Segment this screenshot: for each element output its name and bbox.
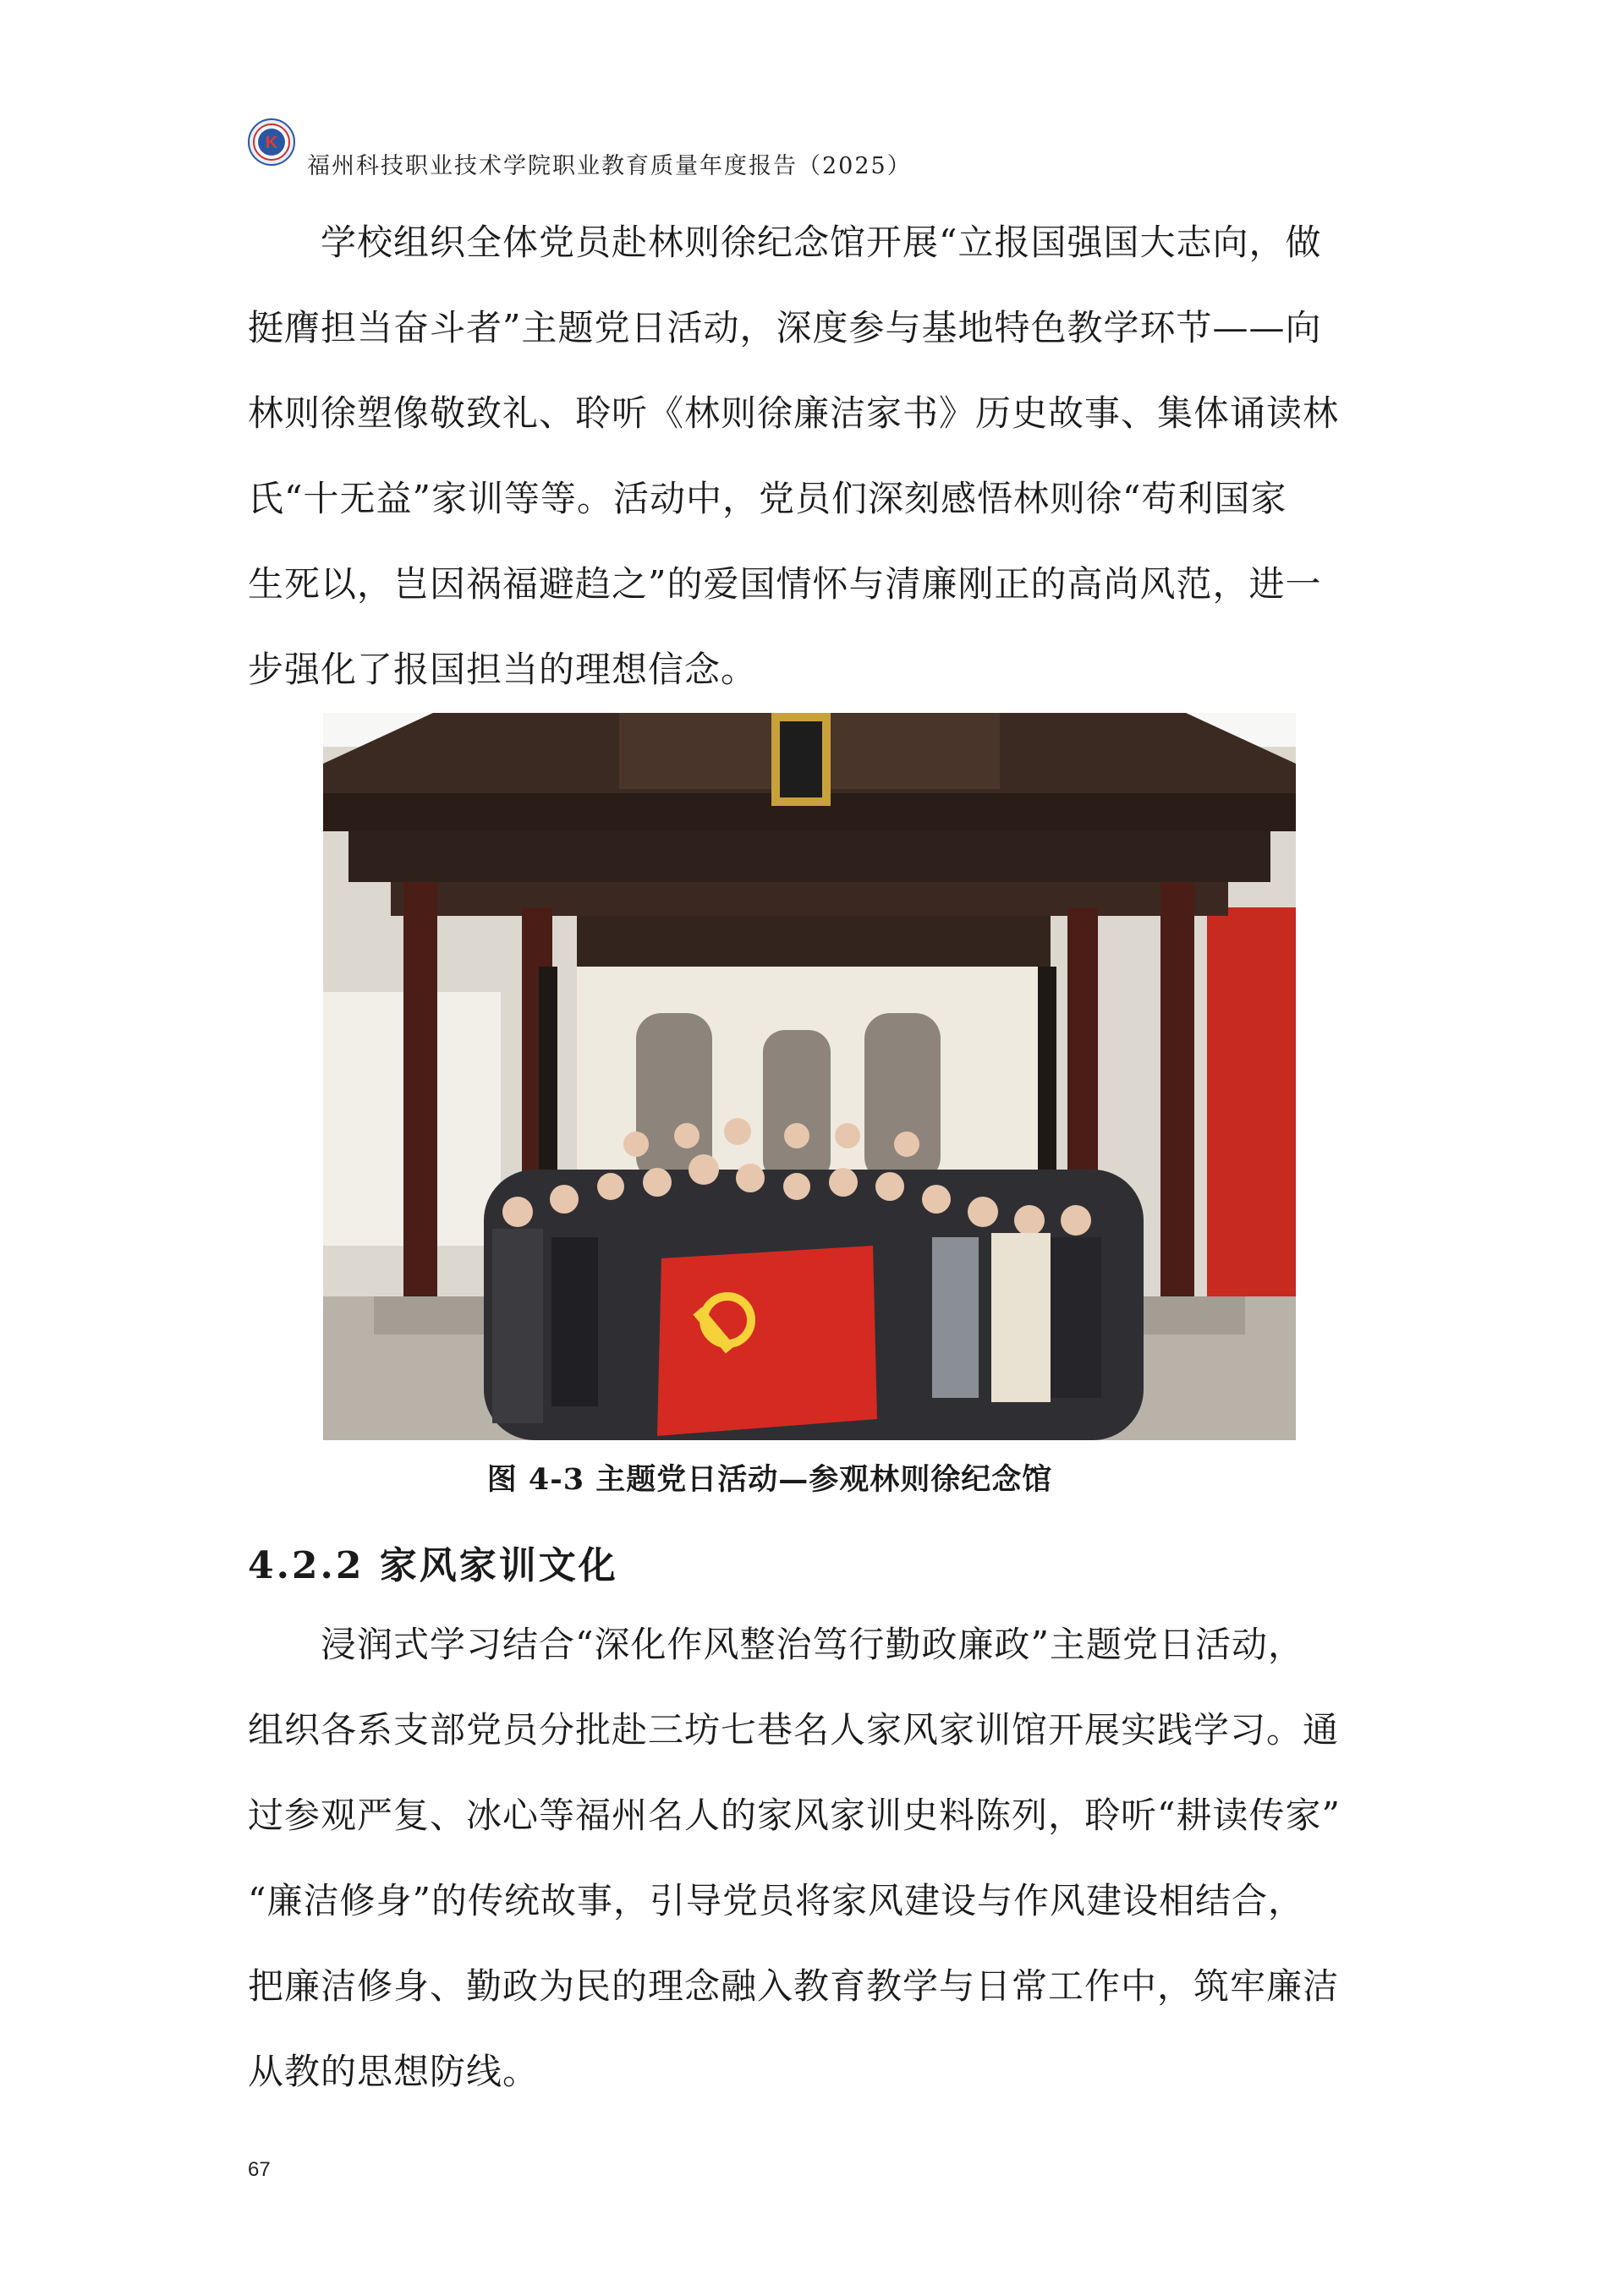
section-heading: 4.2.2 家风家训文化 (248, 1544, 618, 1587)
paragraph-line: 学校组织全体党员赴林则徐纪念馆开展“立报国强国大志向，做 (321, 222, 1322, 263)
paragraph-line: 步强化了报国担当的理想信念。 (248, 649, 758, 690)
paragraph-line: 从教的思想防线。 (248, 2051, 540, 2092)
paragraph-line: 生死以，岂因祸福避趋之”的爱国情怀与清廉刚正的高尚风范，进一 (248, 563, 1322, 605)
party-flag (657, 1246, 877, 1436)
photo-group-at-memorial (323, 713, 1296, 1440)
paragraph-line: 挺膺担当奋斗者”主题党日活动，深度参与基地特色教学环节——向 (248, 307, 1322, 348)
school-emblem-icon (248, 118, 295, 166)
pillar (1160, 882, 1194, 1322)
paragraph-family-tradition (248, 1602, 1381, 2114)
figure-caption: 图 4-3 主题党日活动—参观林则徐纪念馆 (486, 1462, 1053, 1497)
paragraph-line: 浸润式学习结合“深化作风整治笃行勤政廉政”主题党日活动， (321, 1624, 1304, 1665)
memorial-photo-illustration (323, 713, 1296, 1440)
pillar (403, 882, 437, 1322)
page-header (248, 118, 1432, 178)
paragraph-line: 氏“十无益”家训等等。活动中，党员们深刻感悟林则徐“苟利国家 (248, 478, 1287, 519)
red-wall (1207, 907, 1296, 1305)
logo-letter: K (265, 134, 278, 152)
page-number: 67 (248, 2158, 271, 2181)
paragraph-line: 组织各系支部党员分批赴三坊七巷名人家风家训馆开展实践学习。通 (248, 1709, 1340, 1751)
paragraph-line: 林则徐塑像敬致礼、聆听《林则徐廉洁家书》历史故事、集体诵读林 (248, 392, 1340, 434)
paragraph-line: 过参观严复、冰心等福州名人的家风家训史料陈列，聆听“耕读传家” (248, 1795, 1341, 1836)
paragraph-line: “廉洁修身”的传统故事，引导党员将家风建设与作风建设相结合， (248, 1880, 1304, 1921)
paragraph-line: 把廉洁修身、勤政为民的理念融入教育教学与日常工作中，筑牢廉洁 (248, 1965, 1340, 2007)
paragraph-activity-visit (248, 200, 1381, 712)
report-title: 福州科技职业技术学院职业教育质量年度报告（2025） (307, 153, 912, 179)
